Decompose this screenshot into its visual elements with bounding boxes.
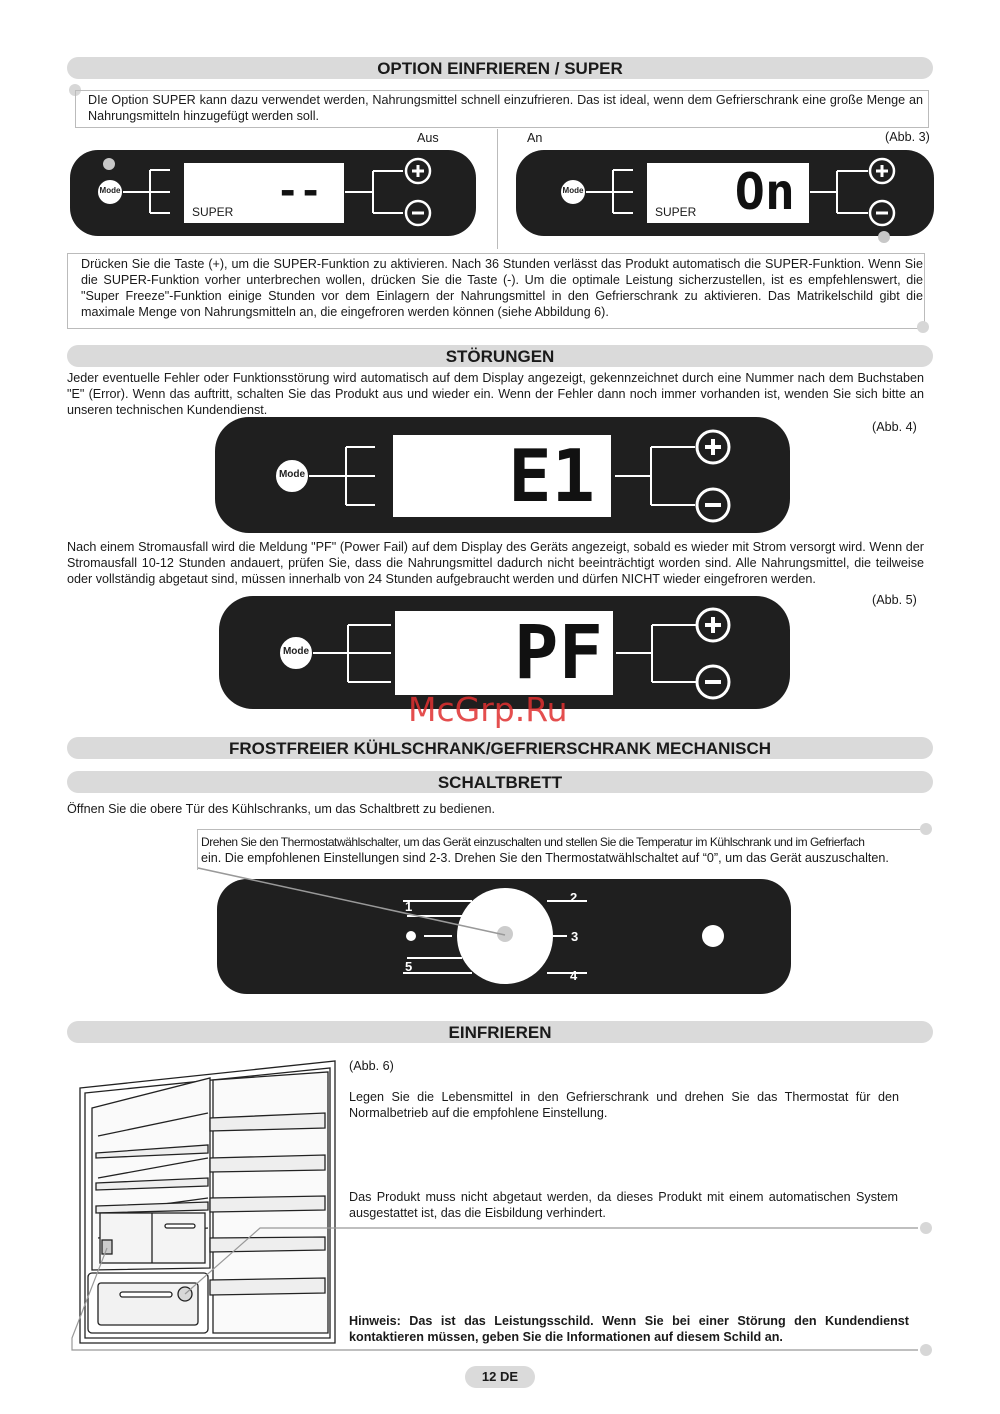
plus-button[interactable] <box>406 159 430 183</box>
page-number: 12 DE <box>465 1366 535 1388</box>
mechanical-intro-text: Öffnen Sie die obere Tür des Kühlschranks, um das Schaltbrett zu bedienen. <box>67 802 495 816</box>
mode-button[interactable]: Mode <box>282 646 310 657</box>
minus-button[interactable] <box>406 201 430 225</box>
section-title-errors: STÖRUNGEN <box>67 345 933 367</box>
dial-mark-4: 4 <box>570 968 578 983</box>
lcd-display-pf <box>395 611 613 695</box>
mode-button[interactable]: Mode <box>99 186 121 195</box>
section-title-freezing: EINFRIEREN <box>67 1021 933 1043</box>
dial-mark-5: 5 <box>405 959 413 974</box>
display-value-off: -- <box>276 169 322 213</box>
minus-button[interactable] <box>695 487 731 523</box>
control-panel-e1 <box>215 417 790 533</box>
figure-label-4: (Abb. 4) <box>872 420 917 434</box>
callout-dot <box>920 823 932 835</box>
freezing-para-1: Legen Sie die Lebensmittel in den Gefrierschrank und drehen Sie das Thermostat für den Normalbetrieb auf die empfohlene Einstellung. <box>349 1090 899 1120</box>
super-intro-text: DIe Option SUPER kann dazu verwendet werden, Nahrungsmittel schnell einzufrieren. Das ist ideal, wenn dem Gefrierschrank eine große Menge an Nahrungsmitteln hinzugefügt werden soll. <box>88 93 923 123</box>
mode-button[interactable]: Mode <box>562 186 584 195</box>
plus-button[interactable] <box>870 159 894 183</box>
section-title-super: OPTION EINFRIEREN / SUPER <box>67 57 933 79</box>
callout-dot <box>878 231 890 243</box>
minus-button[interactable] <box>695 664 731 700</box>
plus-button[interactable] <box>695 429 731 465</box>
dial-mark-2: 2 <box>570 890 578 905</box>
callout-dot <box>103 158 115 170</box>
errors-body-text: Jeder eventuelle Fehler oder Funktionsstörung wird automatisch auf dem Display angezeigt, gekennzeichnet durch eine Nummer nach dem Buchstaben "E" (Error). Wenn das auftritt, schalten Sie das Produkt aus und wieder ein. Wenn der Fehler dann noch immer vorhanden ist, wenden Sie sich bitte an unseren technischen Kundendienst. <box>67 371 924 417</box>
callout-dot <box>920 1222 932 1234</box>
super-body-text: Drücken Sie die Taste (+), um die SUPER-Funktion zu aktivieren. Nach 36 Stunden verlässt das Produkt automatisch die SUPER-Funktion. Wenn Sie die SUPER-Funktion vorher unterbrechen wollen, drücken Sie die Taste (-). Um die optimale Leistung sicherzustellen, ist es empfehlenswert, die "Super Freeze"-Funktion einige Stunden vor dem Einlagern der Nahrungsmittel in den Gefrierschrank zu aktivieren. Das Matrikelschild gibt die maximale Menge von Nahrungsmitteln an, die eingefroren werden können (siehe Abbildung 6). <box>81 257 923 319</box>
lcd-display-on <box>647 163 809 223</box>
callout-dot <box>920 1344 932 1356</box>
callout-dot <box>917 321 929 333</box>
display-value-pf: PF <box>513 610 603 696</box>
label-off: Aus <box>417 131 439 145</box>
lcd-display-off <box>184 163 344 223</box>
thermostat-callout-line1: Drehen Sie den Thermostatwählschalter, um das Gerät einzuschalten und stellen Sie die Temperatur im Kühlschrank und im Gefrierfach <box>201 835 865 849</box>
display-value-e1: E1 <box>508 434 595 518</box>
label-on: An <box>527 131 543 145</box>
section-subtitle-control-panel: SCHALTBRETT <box>67 771 933 793</box>
watermark: McGrp.Ru <box>408 690 568 729</box>
lcd-display-e1 <box>393 435 611 517</box>
display-caption: SUPER <box>192 205 234 219</box>
control-panel-off <box>70 150 476 236</box>
dial-mark-3: 3 <box>571 929 579 944</box>
figure-label-5: (Abb. 5) <box>872 593 917 607</box>
fridge-illustration <box>70 1058 940 1358</box>
divider <box>497 129 498 249</box>
figure-label-3: (Abb. 3) <box>885 130 930 144</box>
dial-mark-1: 1 <box>405 899 413 914</box>
powerfail-body-text: Nach einem Stromausfall wird die Meldung "PF" (Power Fail) auf dem Display des Geräts angezeigt, sobald es wieder mit Strom versorgt wird. Wenn der Stromausfall 10-12 Stunden andauert, prüfen Sie, dass die Nahrungsmittel dadurch nicht beeinträchtigt worden sind. Alle Nahrungsmittel, die teilweise oder vollständig abgetaut sind, müssen innerhalb von 24 Stunden aufgebraucht werden und dürfen NICHT wieder eingefroren werden. <box>67 540 924 586</box>
display-value-on: On <box>734 163 795 221</box>
rating-plate-note: Hinweis: Das ist das Leistungsschild. Wenn Sie bei einer Störung den Kundendienst kontaktieren müssen, geben Sie die Informationen auf diesem Schild an. <box>349 1314 909 1344</box>
freezing-para-2: Das Produkt muss nicht abgetaut werden, da dieses Produkt mit einem automatischen System ausgestattet ist, das die Eisbildung verhindert. <box>349 1190 898 1220</box>
mode-button[interactable]: Mode <box>278 469 306 480</box>
display-caption: SUPER <box>655 205 697 219</box>
thermostat-callout-line2: ein. Die empfohlenen Einstellungen sind 2-3. Drehen Sie den Thermostatwählschaltet auf “0”, um das Gerät auszuschalten. <box>201 851 889 865</box>
minus-button[interactable] <box>870 201 894 225</box>
section-title-mechanical: FROSTFREIER KÜHLSCHRANK/GEFRIERSCHRANK MECHANISCH <box>67 737 933 759</box>
figure-label-6: (Abb. 6) <box>349 1059 394 1073</box>
callout-leader-line <box>190 860 520 950</box>
plus-button[interactable] <box>695 607 731 643</box>
control-panel-on <box>516 150 934 236</box>
